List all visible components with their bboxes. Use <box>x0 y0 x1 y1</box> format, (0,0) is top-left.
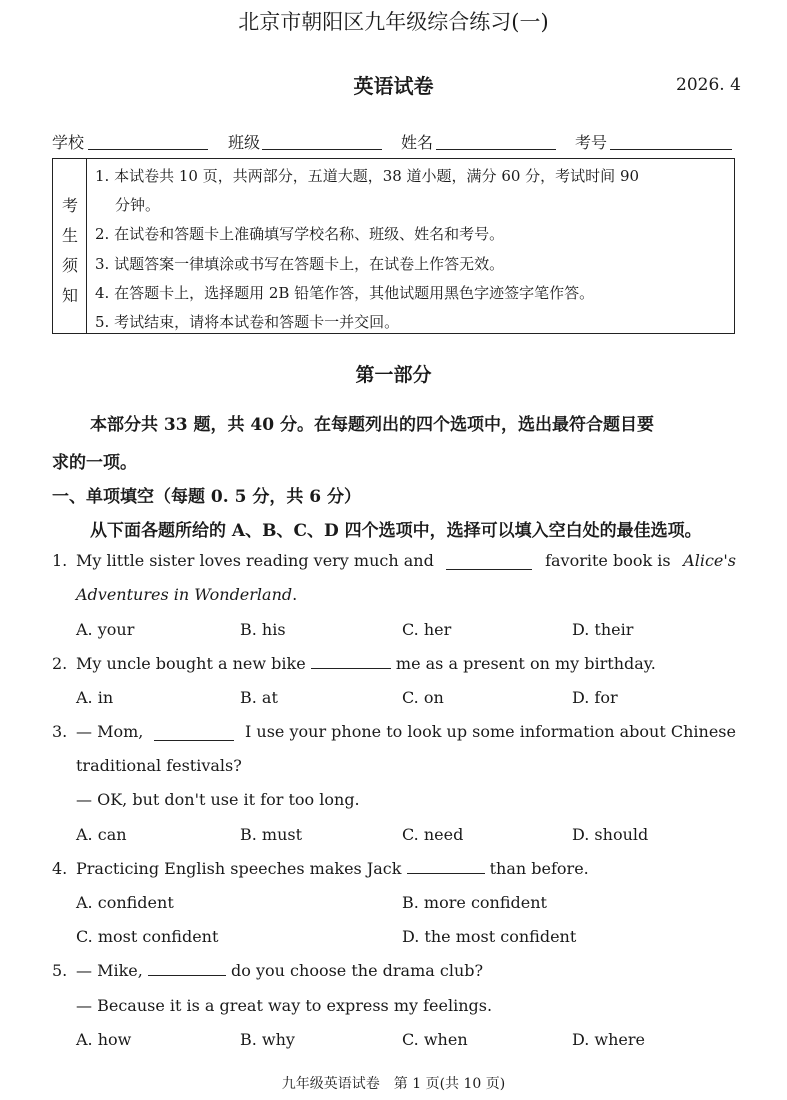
field-line-school <box>88 149 208 150</box>
notice-heading-char: 须 <box>61 256 78 275</box>
field-label-class: 班级 <box>228 133 261 152</box>
page-footer: 九年级英语试卷 第 1 页(共 10 页) <box>281 1076 506 1092</box>
notice-item: 5. 考试结束，请将本试卷和答题卡一并交回。 <box>95 313 400 331</box>
option-d: D. where <box>572 1030 646 1049</box>
question-text: My little sister loves reading very much and <box>76 551 434 570</box>
field-line-name <box>436 149 556 150</box>
notice-item: 2. 在试卷和答题卡上准确填写学校名称、班级、姓名和考号。 <box>95 225 505 243</box>
option-c: C. her <box>402 620 452 639</box>
question-text: do you choose the drama club? <box>231 961 484 980</box>
field-line-class <box>262 149 382 150</box>
option-c: C. when <box>402 1030 468 1049</box>
book-title: Alice's <box>683 551 736 570</box>
question-text: — Mike, <box>76 961 143 980</box>
exam-title: 北京市朝阳区九年级综合练习(一) <box>238 10 549 34</box>
question-number: 1. <box>52 551 68 570</box>
question-text: favorite book is <box>545 551 671 570</box>
question-number: 3. <box>52 722 68 741</box>
option-d: D. for <box>572 688 618 707</box>
option-d: D. should <box>572 825 649 844</box>
question-5 <box>76 961 483 980</box>
dialogue-response: — Because it is a great way to express my feelings. <box>76 996 493 1015</box>
field-label-school: 学校 <box>52 133 85 152</box>
option-a: A. can <box>76 825 127 844</box>
question-3-line2: traditional festivals? <box>76 756 242 775</box>
part-title: 第一部分 <box>355 364 432 386</box>
option-d: D. the most confident <box>402 927 577 946</box>
option-c: C. on <box>402 688 444 707</box>
dialogue-response: — OK, but don't use it for too long. <box>76 790 360 809</box>
question-number: 5. <box>52 961 68 980</box>
notice-item: 1. 本试卷共 10 页，共两部分，五道大题，38 道小题，满分 60 分，考试时间 90 <box>95 167 640 185</box>
option-d: D. their <box>572 620 634 639</box>
answer-blank <box>311 668 391 669</box>
question-2 <box>76 654 656 673</box>
question-number: 2. <box>52 654 68 673</box>
part-intro-cont: 求的一项。 <box>52 453 137 473</box>
notice-item: 4. 在答题卡上，选择题用 2B 铅笔作答，其他试题用黑色字迹签字笔作答。 <box>95 284 595 302</box>
answer-blank <box>154 722 234 741</box>
section-instruction: 从下面各题所给的 A、B、C、D 四个选项中，选择可以填入空白处的最佳选项。 <box>90 521 702 541</box>
notice-heading-char: 知 <box>61 286 78 305</box>
part-intro: 本部分共 33 题，共 40 分。在每题列出的四个选项中，选出最符合题目要 <box>90 415 654 435</box>
field-label-id: 考号 <box>575 133 608 152</box>
field-line-id <box>610 149 732 150</box>
notice-heading-char: 考 <box>61 196 78 215</box>
option-c: C. most confident <box>76 927 219 946</box>
question-1 <box>76 551 736 570</box>
question-4 <box>76 859 589 878</box>
option-a: A. your <box>76 620 135 639</box>
notice-item: 3. 试题答案一律填涂或书写在答题卡上，在试卷上作答无效。 <box>95 255 505 273</box>
exam-subject: 英语试卷 <box>353 74 434 98</box>
option-a: A. how <box>76 1030 132 1049</box>
option-b: B. more confident <box>402 893 547 912</box>
question-text: Practicing English speeches makes Jack <box>76 859 402 878</box>
notice-heading <box>53 159 87 333</box>
question-text: me as a present on my birthday. <box>395 654 656 673</box>
field-label-name: 姓名 <box>401 133 434 152</box>
notice-item: 分钟。 <box>115 196 161 214</box>
option-b: B. must <box>240 825 303 844</box>
option-b: B. why <box>240 1030 295 1049</box>
option-c: C. need <box>402 825 464 844</box>
answer-blank <box>446 551 532 570</box>
answer-blank <box>148 975 226 976</box>
exam-date: 2026. 4 <box>676 75 741 95</box>
section-heading: 一、单项填空（每题 0. 5 分，共 6 分） <box>52 487 361 507</box>
option-b: B. his <box>240 620 286 639</box>
book-title: Adventures in Wonderland <box>76 585 293 604</box>
question-text: — Mom, <box>76 722 144 741</box>
notice-box <box>52 158 735 334</box>
question-text: My uncle bought a new bike <box>76 654 306 673</box>
question-text: . <box>292 585 298 604</box>
option-b: B. at <box>240 688 278 707</box>
option-a: A. in <box>76 688 114 707</box>
question-text: than before. <box>489 859 589 878</box>
question-1-line2 <box>76 585 297 604</box>
question-number: 4. <box>52 859 68 878</box>
option-a: A. confident <box>76 893 174 912</box>
answer-blank <box>407 873 485 874</box>
notice-heading-char: 生 <box>61 226 78 245</box>
question-3 <box>76 722 736 741</box>
question-text: I use your phone to look up some information about Chinese <box>244 722 736 741</box>
